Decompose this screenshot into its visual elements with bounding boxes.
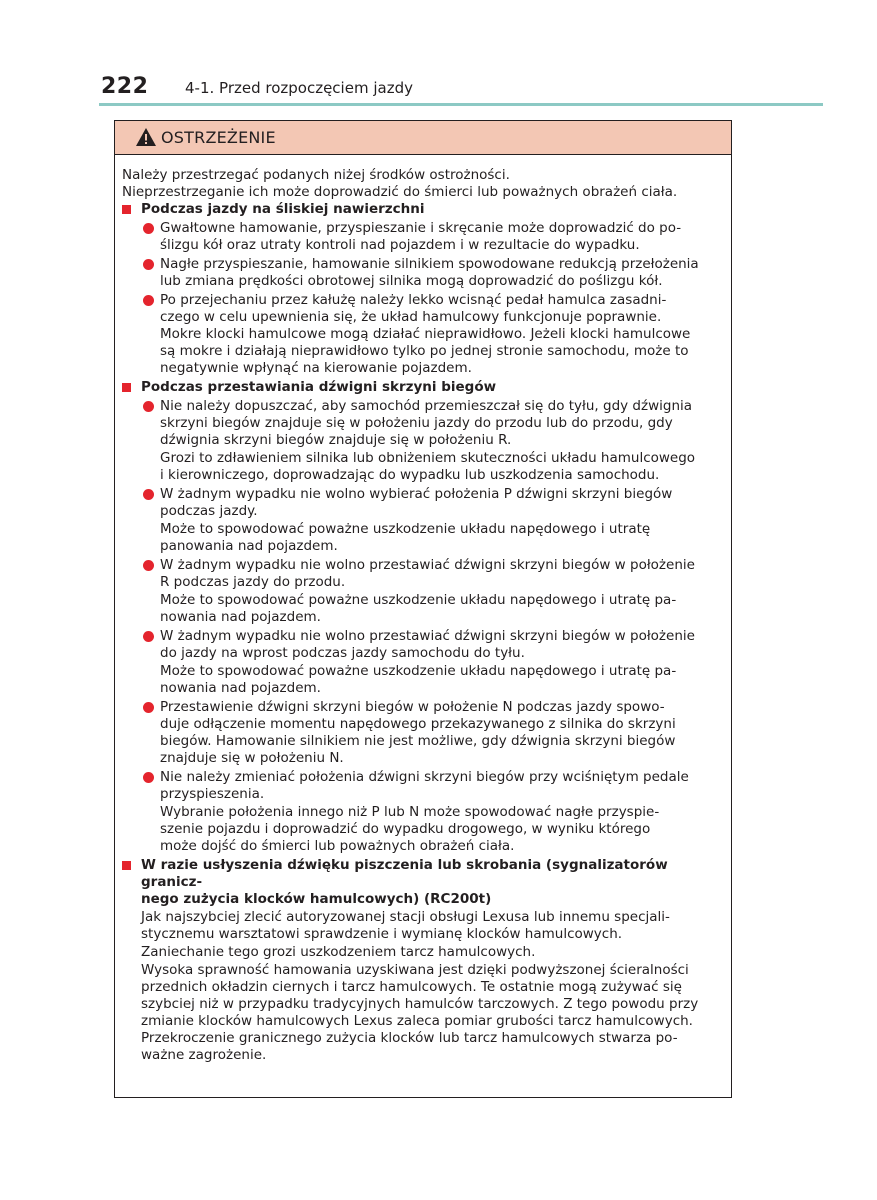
item-text: Nie należy zmieniać położenia dźwigni skrzyni biegów przy wciśniętym pedale przyspieszenia.	[160, 769, 689, 802]
warning-box	[114, 120, 732, 1098]
list-item	[122, 398, 722, 449]
warning-header	[115, 121, 731, 155]
bullet-icon	[143, 259, 154, 270]
item-text: Po przejechaniu przez kałużę należy lekko wcisnąć pedał hamulca zasadni- czego w celu upewnienia się, że układ hamulcowy funkcjonuje poprawnie. Mokre klocki hamulcowe mogą działać nieprawidłowo. Jeżeli klocki hamulcowe są mokre i działają nieprawidłowo tylko po jednej stronie samochodu, może to negatywnie wpłynąć na kierowanie pojazdem.	[160, 292, 691, 376]
item-text: Nie należy dopuszczać, aby samochód przemieszczał się do tyłu, gdy dźwignia skrzyni biegów znajduje się w położeniu jazdy do przodu lub do przodu, gdy dźwignia skrzyni biegów znajduje się w położeniu R.	[160, 398, 693, 448]
bullet-icon	[143, 295, 154, 306]
section-paragraph: Wysoka sprawność hamowania uzyskiwana jest dzięki podwyższonej ścieralności przednich okładzin ciernych i tarcz hamulcowych. Te ostatnie mogą zużywać się szybciej niż w przypadku tradycyjnych hamulców tarczowych. Z tego powodu przy zmianie klocków hamulcowych Lexus zaleca pomiar grubości tarcz hamulcowych. Przekroczenie granicznego zużycia klocków lub tarcz hamulcowych stwarza po- ważne zagrożenie.	[141, 962, 699, 1063]
item-text: W żadnym wypadku nie wolno wybierać położenia P dźwigni skrzyni biegów podczas jazdy.	[160, 486, 673, 519]
item-note: Grozi to zdławieniem silnika lub obniżeniem skuteczności układu hamulcowego i kierowniczego, doprowadzając do wypadku lub uszkodzenia samochodu.	[160, 450, 696, 483]
item-text: Przestawienie dźwigni skrzyni biegów w położenie N podczas jazdy spowo- duje odłączenie momentu napędowego przekazywanego z silnika do skrzyni biegów. Hamowanie silnikiem nie jest możliwe, gdy dźwignia skrzyni biegów znajduje się w położeniu N.	[160, 699, 676, 766]
section-heading: W razie usłyszenia dźwięku piszczenia lub skrobania (sygnalizatorów granicz- nego zużycia klocków hamulcowych) (RC200t)	[122, 857, 722, 908]
warning-title: OSTRZEŻENIE	[161, 128, 276, 147]
item-text: W żadnym wypadku nie wolno przestawiać dźwigni skrzyni biegów w położenie do jazdy na wprost podczas jazdy samochodu do tyłu.	[160, 628, 695, 661]
bullet-icon	[143, 772, 154, 783]
bullet-icon	[143, 560, 154, 571]
list-item	[122, 486, 722, 520]
list-item	[122, 769, 722, 803]
item-text: Nagłe przyspieszanie, hamowanie silnikiem spowodowane redukcją przełożenia lub zmiana prędkości obrotowej silnika mogą doprowadzić do poślizgu kół.	[160, 256, 699, 289]
bullet-icon	[143, 223, 154, 234]
list-item	[122, 256, 722, 290]
section-heading: Podczas jazdy na śliskiej nawierzchni	[122, 201, 722, 218]
list-item	[122, 557, 722, 591]
list-item	[122, 220, 722, 254]
header-divider	[99, 103, 823, 106]
section-paragraph: Jak najszybciej zlecić autoryzowanej stacji obsługi Lexusa lub innemu specjali- stycznemu warsztatowi sprawdzenie i wymianę klocków hamulcowych.	[141, 909, 670, 942]
item-note: Może to spowodować poważne uszkodzenie układu napędowego i utratę pa- nowania nad pojazdem.	[160, 663, 677, 696]
item-note: Może to spowodować poważne uszkodzenie układu napędowego i utratę pa- nowania nad pojazdem.	[160, 592, 677, 625]
bullet-icon	[143, 702, 154, 713]
item-text: Gwałtowne hamowanie, przyspieszanie i skręcanie może doprowadzić do po- ślizgu kół oraz utraty kontroli nad pojazdem i w rezultacie do wypadku.	[160, 220, 682, 253]
bullet-icon	[143, 489, 154, 500]
page-header	[0, 0, 877, 110]
section-paragraph: Zaniechanie tego grozi uszkodzeniem tarcz hamulcowych.	[141, 944, 536, 960]
warning-triangle-icon	[135, 127, 157, 147]
list-item	[122, 292, 722, 377]
section-heading: Podczas przestawiania dźwigni skrzyni biegów	[122, 379, 722, 396]
bullet-icon	[143, 401, 154, 412]
page-number: 222	[101, 74, 149, 99]
warning-content	[122, 167, 722, 1064]
bullet-icon	[143, 631, 154, 642]
list-item	[122, 628, 722, 662]
item-text: W żadnym wypadku nie wolno przestawiać dźwigni skrzyni biegów w położenie R podczas jazdy do przodu.	[160, 557, 695, 590]
list-item	[122, 699, 722, 767]
warning-intro: Należy przestrzegać podanych niżej środków ostrożności. Nieprzestrzeganie ich może doprowadzić do śmierci lub poważnych obrażeń ciała.	[122, 167, 678, 200]
item-note: Może to spowodować poważne uszkodzenie układu napędowego i utratę panowania nad pojazdem.	[160, 521, 651, 554]
section-title: 4-1. Przed rozpoczęciem jazdy	[185, 79, 413, 97]
item-note: Wybranie położenia innego niż P lub N może spowodować nagłe przyspie- szenie pojazdu i doprowadzić do wypadku drogowego, w wyniku którego może dojść do śmierci lub poważnych obrażeń ciała.	[160, 804, 660, 854]
